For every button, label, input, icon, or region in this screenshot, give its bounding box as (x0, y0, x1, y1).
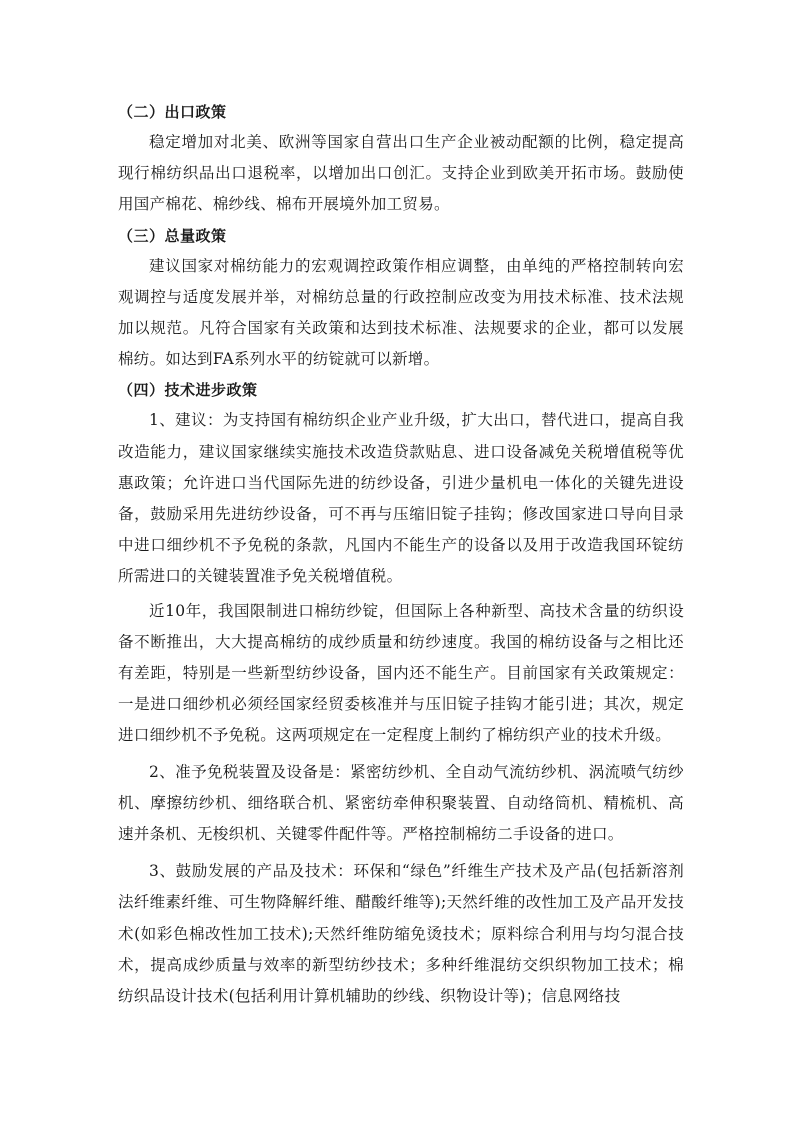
paragraph-export-policy: 稳定增加对北美、欧洲等国家自营出口生产企业被动配额的比例，稳定提高现行棉纺织品出口退税率，以增加出口创汇。支持企业到欧美开拓市场。鼓励使用国产棉花、棉纱线、棉布开展境外加工贸易。 (118, 133, 684, 214)
paragraph-tech-tax-exempt-equipment: 2、准予免税装置及设备是：紧密纺纱机、全自动气流纺纱机、涡流喷气纺纱机、摩擦纺纱机、细络联合机、紧密纺牵伸积聚装置、自动络筒机、精梳机、高速并条机、无梭织机、关键零件配件等。严格控制棉纺二手设备的进口。 (118, 762, 684, 844)
paragraph-total-policy: 建议国家对棉纺能力的宏观调控政策作相应调整，由单纯的严格控制转向宏观调控与适度发展并举，对棉纺总量的行政控制应改变为用技术标准、技术法规加以规范。凡符合国家有关政策和达到技术标准、法规要求的企业，都可以发展棉纺。如达到FA系列水平的纺锭就可以新增。 (118, 256, 684, 369)
section-heading-export-policy: （二）出口政策 (118, 103, 227, 121)
document-page (118, 97, 684, 1012)
paragraph-tech-suggestion: 1、建议：为支持国有棉纺织企业产业升级，扩大出口，替代进口，提高自我改造能力，建议国家继续实施技术改造贷款贴息、进口设备减免关税增值税等优惠政策；允许进口当代国际先进的纺纱设备，引进少量机电一体化的关键先进设备，鼓励采用先进纺纱设备，可不再与压缩旧锭子挂钩；修改国家进口导向目录中进口细纱机不予免税的条款，凡国内不能生产的设备以及用于改造我国环锭纺所需进口的关键装置准予免关税增值税。 (118, 411, 684, 586)
paragraph-tech-encouraged-products: 3、鼓励发展的产品及技术：环保和“绿色”纤维生产技术及产品(包括新溶剂法纤维素纤维、可生物降解纤维、醋酸纤维等);天然纤维的改性加工及产品开发技术(如彩色棉改性加工技术);天然纤维防缩免烫技术；原料综合利用与均匀混合技术，提高成纱质量与效率的新型纺纱技术；多种纤维混纺交织织物加工技术；棉纺织品设计技术(包括利用计算机辅助的纱线、织物设计等)；信息网络技 (118, 862, 684, 1006)
paragraph-tech-import-limits: 近10年，我国限制进口棉纺纱锭，但国际上各种新型、高技术含量的纺织设备不断推出，大大提高棉纺的成纱质量和纺纱速度。我国的棉纺设备与之相比还有差距，特别是一些新型纺纱设备，国内还不能生产。目前国家有关政策规定：一是进口细纱机必须经国家经贸委核准并与压旧锭子挂钩才能引进；其次，规定进口细纱机不予免税。这两项规定在一定程度上制约了棉纺织产业的技术升级。 (118, 601, 684, 745)
section-heading-tech-policy: （四）技术进步政策 (118, 381, 258, 400)
section-heading-total-policy: （三）总量政策 (118, 226, 227, 245)
